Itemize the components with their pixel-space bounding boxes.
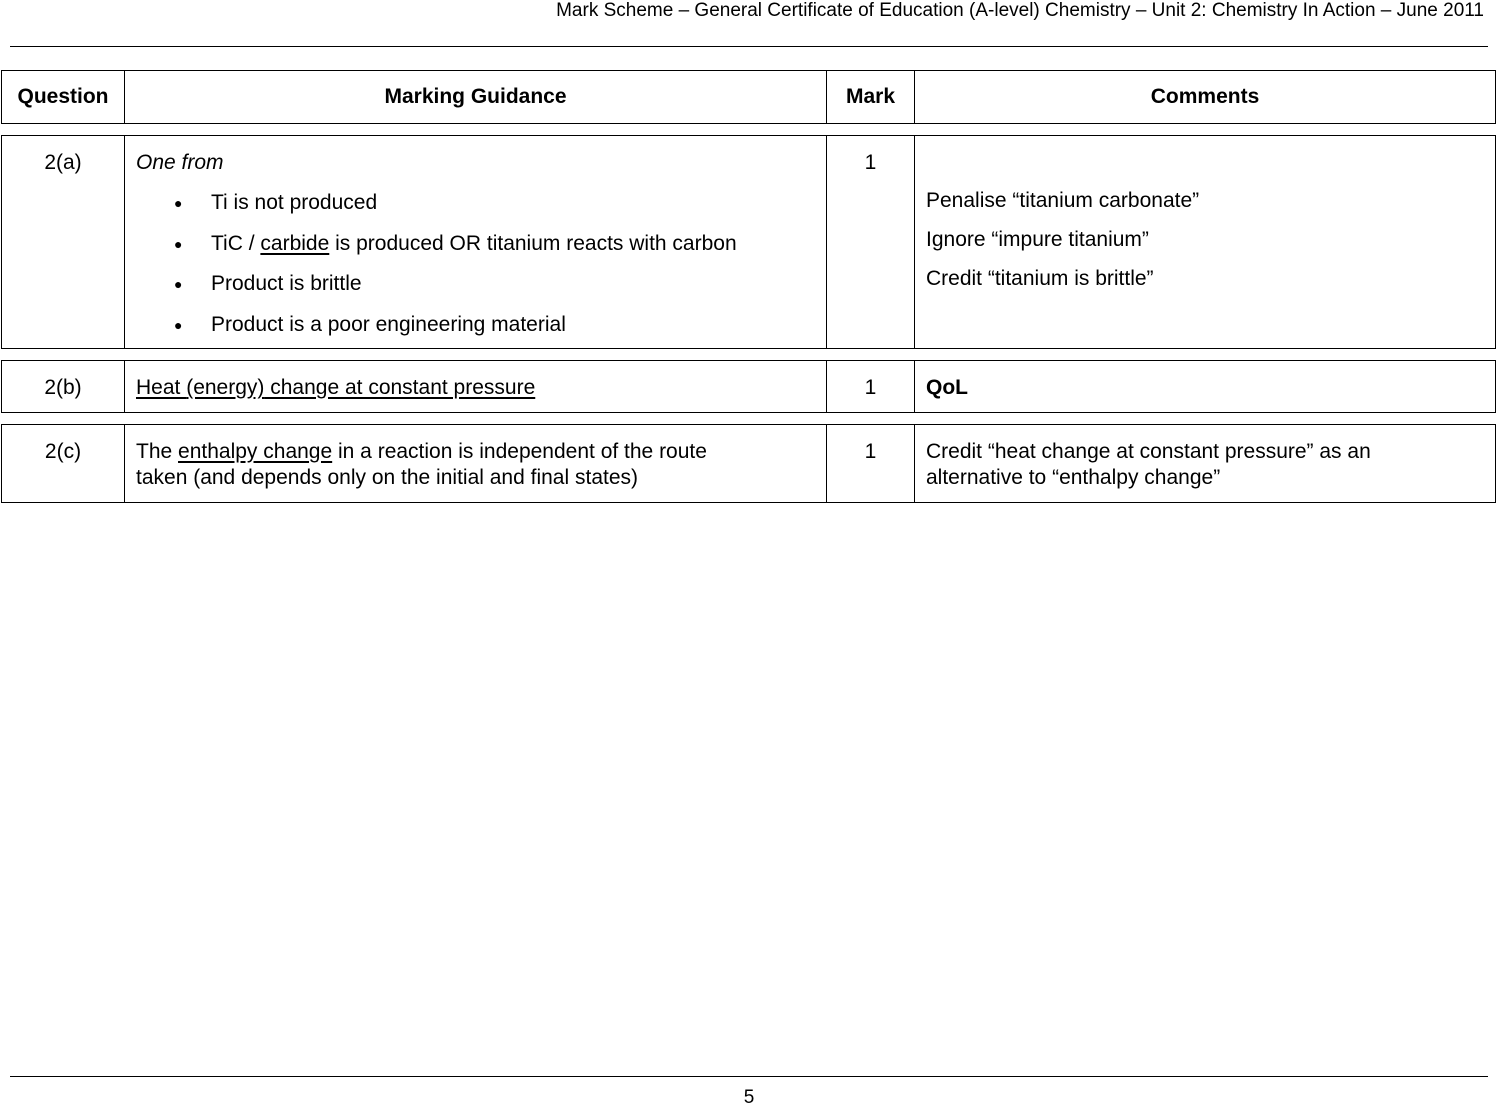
- bullet-icon: ●: [174, 276, 183, 292]
- marking-guidance: [125, 425, 827, 502]
- bullet-icon: ●: [174, 316, 183, 333]
- guidance-line: taken (and depends only on the initial and final states): [136, 466, 639, 489]
- comment-line: alternative to “enthalpy change”: [926, 466, 1221, 489]
- column-header-mark: Mark: [827, 71, 915, 123]
- header-rule: [10, 46, 1488, 47]
- question-number: 2(c): [2, 425, 125, 502]
- comments: [915, 136, 1495, 348]
- comment-line: Ignore “impure titanium”: [926, 228, 1149, 251]
- list-item: ● Product is brittle: [174, 272, 362, 295]
- marking-guidance: Heat (energy) change at constant pressure: [125, 361, 827, 412]
- bullet-icon: ●: [174, 195, 183, 211]
- table-header: [1, 70, 1496, 124]
- mark-value: 1: [827, 425, 915, 502]
- comment-line: Penalise “titanium carbonate”: [926, 189, 1200, 212]
- page-header: Mark Scheme – General Certificate of Education (A-level) Chemistry – Unit 2: Chemistry In Action – June 2011: [556, 0, 1484, 21]
- page-number: 5: [743, 1087, 755, 1108]
- table-row-2c: [1, 424, 1496, 503]
- column-header-marking-guidance: Marking Guidance: [125, 71, 827, 123]
- table-row-2a: [1, 135, 1496, 349]
- list-item: ● Ti is not produced: [174, 191, 378, 214]
- question-number: 2(b): [2, 361, 125, 412]
- list-item: ● TiC / carbide is produced OR titanium reacts with carbon: [174, 231, 737, 255]
- mark-value: 1: [827, 361, 915, 412]
- bullet-icon: ●: [174, 235, 183, 252]
- guidance-intro: One from: [136, 151, 224, 174]
- comment-line: Credit “titanium is brittle”: [926, 267, 1154, 290]
- list-item: ● Product is a poor engineering material: [174, 312, 566, 336]
- mark-value: 1: [827, 136, 915, 348]
- table-row-2b: [1, 360, 1496, 413]
- question-number: 2(a): [2, 136, 125, 348]
- comment-line: Credit “heat change at constant pressure” as an: [926, 440, 1371, 463]
- marking-guidance: [125, 136, 827, 348]
- column-header-comments: Comments: [1150, 85, 1260, 108]
- column-header-question: Question: [2, 71, 125, 123]
- footer-rule: [10, 1076, 1488, 1077]
- guidance-list: [136, 190, 816, 352]
- comments: QoL: [926, 376, 968, 399]
- comments: [915, 425, 1495, 502]
- guidance-line: The enthalpy change in a reaction is independent of the route: [136, 440, 707, 463]
